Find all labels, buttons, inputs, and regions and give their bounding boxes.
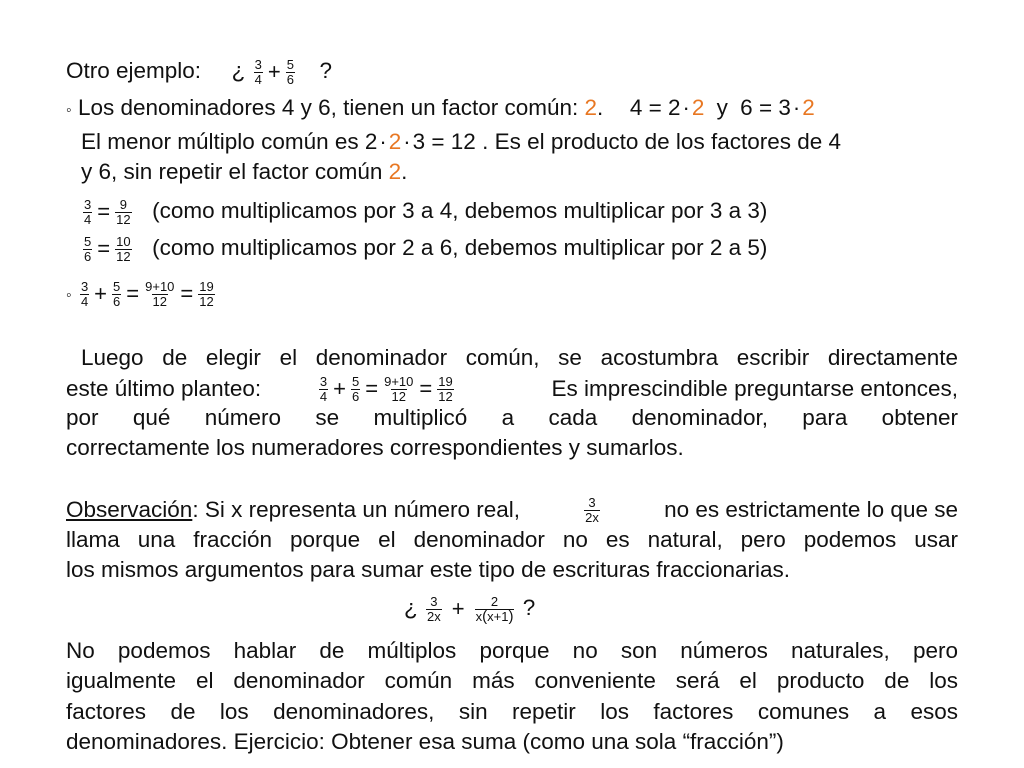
equation-4: 4 = 2·2 xyxy=(629,95,705,120)
common-factor-text: Los denominadores 4 y 6, tienen un factor común: xyxy=(77,95,579,120)
fraction-3-2x: $\frac{3}{2x}$ xyxy=(585,494,599,525)
common-factor-value: 2 xyxy=(584,95,598,120)
intro-line xyxy=(66,56,332,87)
bullet: ◦ xyxy=(66,102,72,119)
question-mark: ? xyxy=(319,58,332,83)
lcm-text: El menor múltiplo común es xyxy=(81,129,359,154)
equation-6: 6 = 3·2 xyxy=(740,95,815,120)
observation-label: Observación xyxy=(66,497,193,522)
fraction-3-4: $\frac{3}{4}$ xyxy=(254,56,262,87)
intro-label: Otro ejemplo: xyxy=(66,58,202,83)
paragraph-2-line-4: denominadores. Ejercicio: Obtener esa suma (como una sola “fracción”) xyxy=(66,729,784,754)
lcm-expression: 2·2·3 = 12 xyxy=(364,129,476,154)
paragraph-2-line-3: factores de los denominadores, sin repetir los factores comunes a esos xyxy=(66,699,958,724)
question-expression: ¿ $\frac{3}{2x}$ + $\frac{2}{x(x+1)}$ ? xyxy=(404,593,536,625)
inverted-question-mark: ¿ xyxy=(231,58,246,83)
lcm-line: El menor múltiplo común es 2·2·3 = 12 . Es el producto de los factores de 4 xyxy=(81,129,842,154)
paragraph-1-line-1: Luego de elegir el denominador común, se acostumbra escribir directamente xyxy=(81,345,958,370)
common-factor-value: 2 xyxy=(388,159,402,184)
common-factor-line: ◦ Los denominadores 4 y 6, tienen un factor común: 2. 4 = 2·2 y 6 = 3·2 xyxy=(66,95,815,120)
observation-line-2: llama una fracción porque el denominador no es natural, pero podemos usar xyxy=(66,527,958,552)
paragraph-1-line-3: por qué número se multiplicó a cada denominador, para obtener xyxy=(66,405,958,430)
formula-inline: $\frac{3}{4}$ + $\frac{5}{6}$ = $\frac{9+10}{12}$ = $\frac{19}{12}$ xyxy=(319,373,453,404)
observation-line-1: Observación: Si x representa un número real, $\frac{3}{2x}$ no es estrictamente lo que se xyxy=(66,494,958,525)
fraction-5-6: $\frac{5}{6}$ xyxy=(286,56,294,87)
sum-result-line: ◦ $\frac{3}{4}$ + $\frac{5}{6}$ = $\frac{9+10}{12}$ = $\frac{19}{12}$ xyxy=(66,278,214,309)
paragraph-2-line-2: igualmente el denominador común más conveniente será el producto de los xyxy=(66,668,958,693)
observation-line-3: los mismos argumentos para sumar este tipo de escrituras fraccionarias. xyxy=(66,557,791,582)
plus-sign: + xyxy=(267,59,281,85)
paragraph-1-line-4: correctamente los numeradores correspondientes y sumarlos. xyxy=(66,435,684,460)
equivalence-5-6: $\frac{5}{6}$ = $\frac{10}{12}$ (como multiplicamos por 2 a 6, debemos multiplicar por 2 a 5) xyxy=(84,233,768,264)
paragraph-2-line-1: No podemos hablar de múltiplos porque no son números naturales, pero xyxy=(66,638,958,663)
equivalence-3-4: $\frac{3}{4}$ = $\frac{9}{12}$ (como multiplicamos por 3 a 4, debemos multiplicar por 3 a 3) xyxy=(84,196,768,227)
lcm-line-cont: y 6, sin repetir el factor común 2. xyxy=(81,159,408,184)
paragraph-1-line-2: este último planteo: $\frac{3}{4}$ + $\frac{5}{6}$ = $\frac{9+10}{12}$ = $\frac{19}{12}$ Es imprescindible preguntarse entonces, xyxy=(66,373,958,404)
